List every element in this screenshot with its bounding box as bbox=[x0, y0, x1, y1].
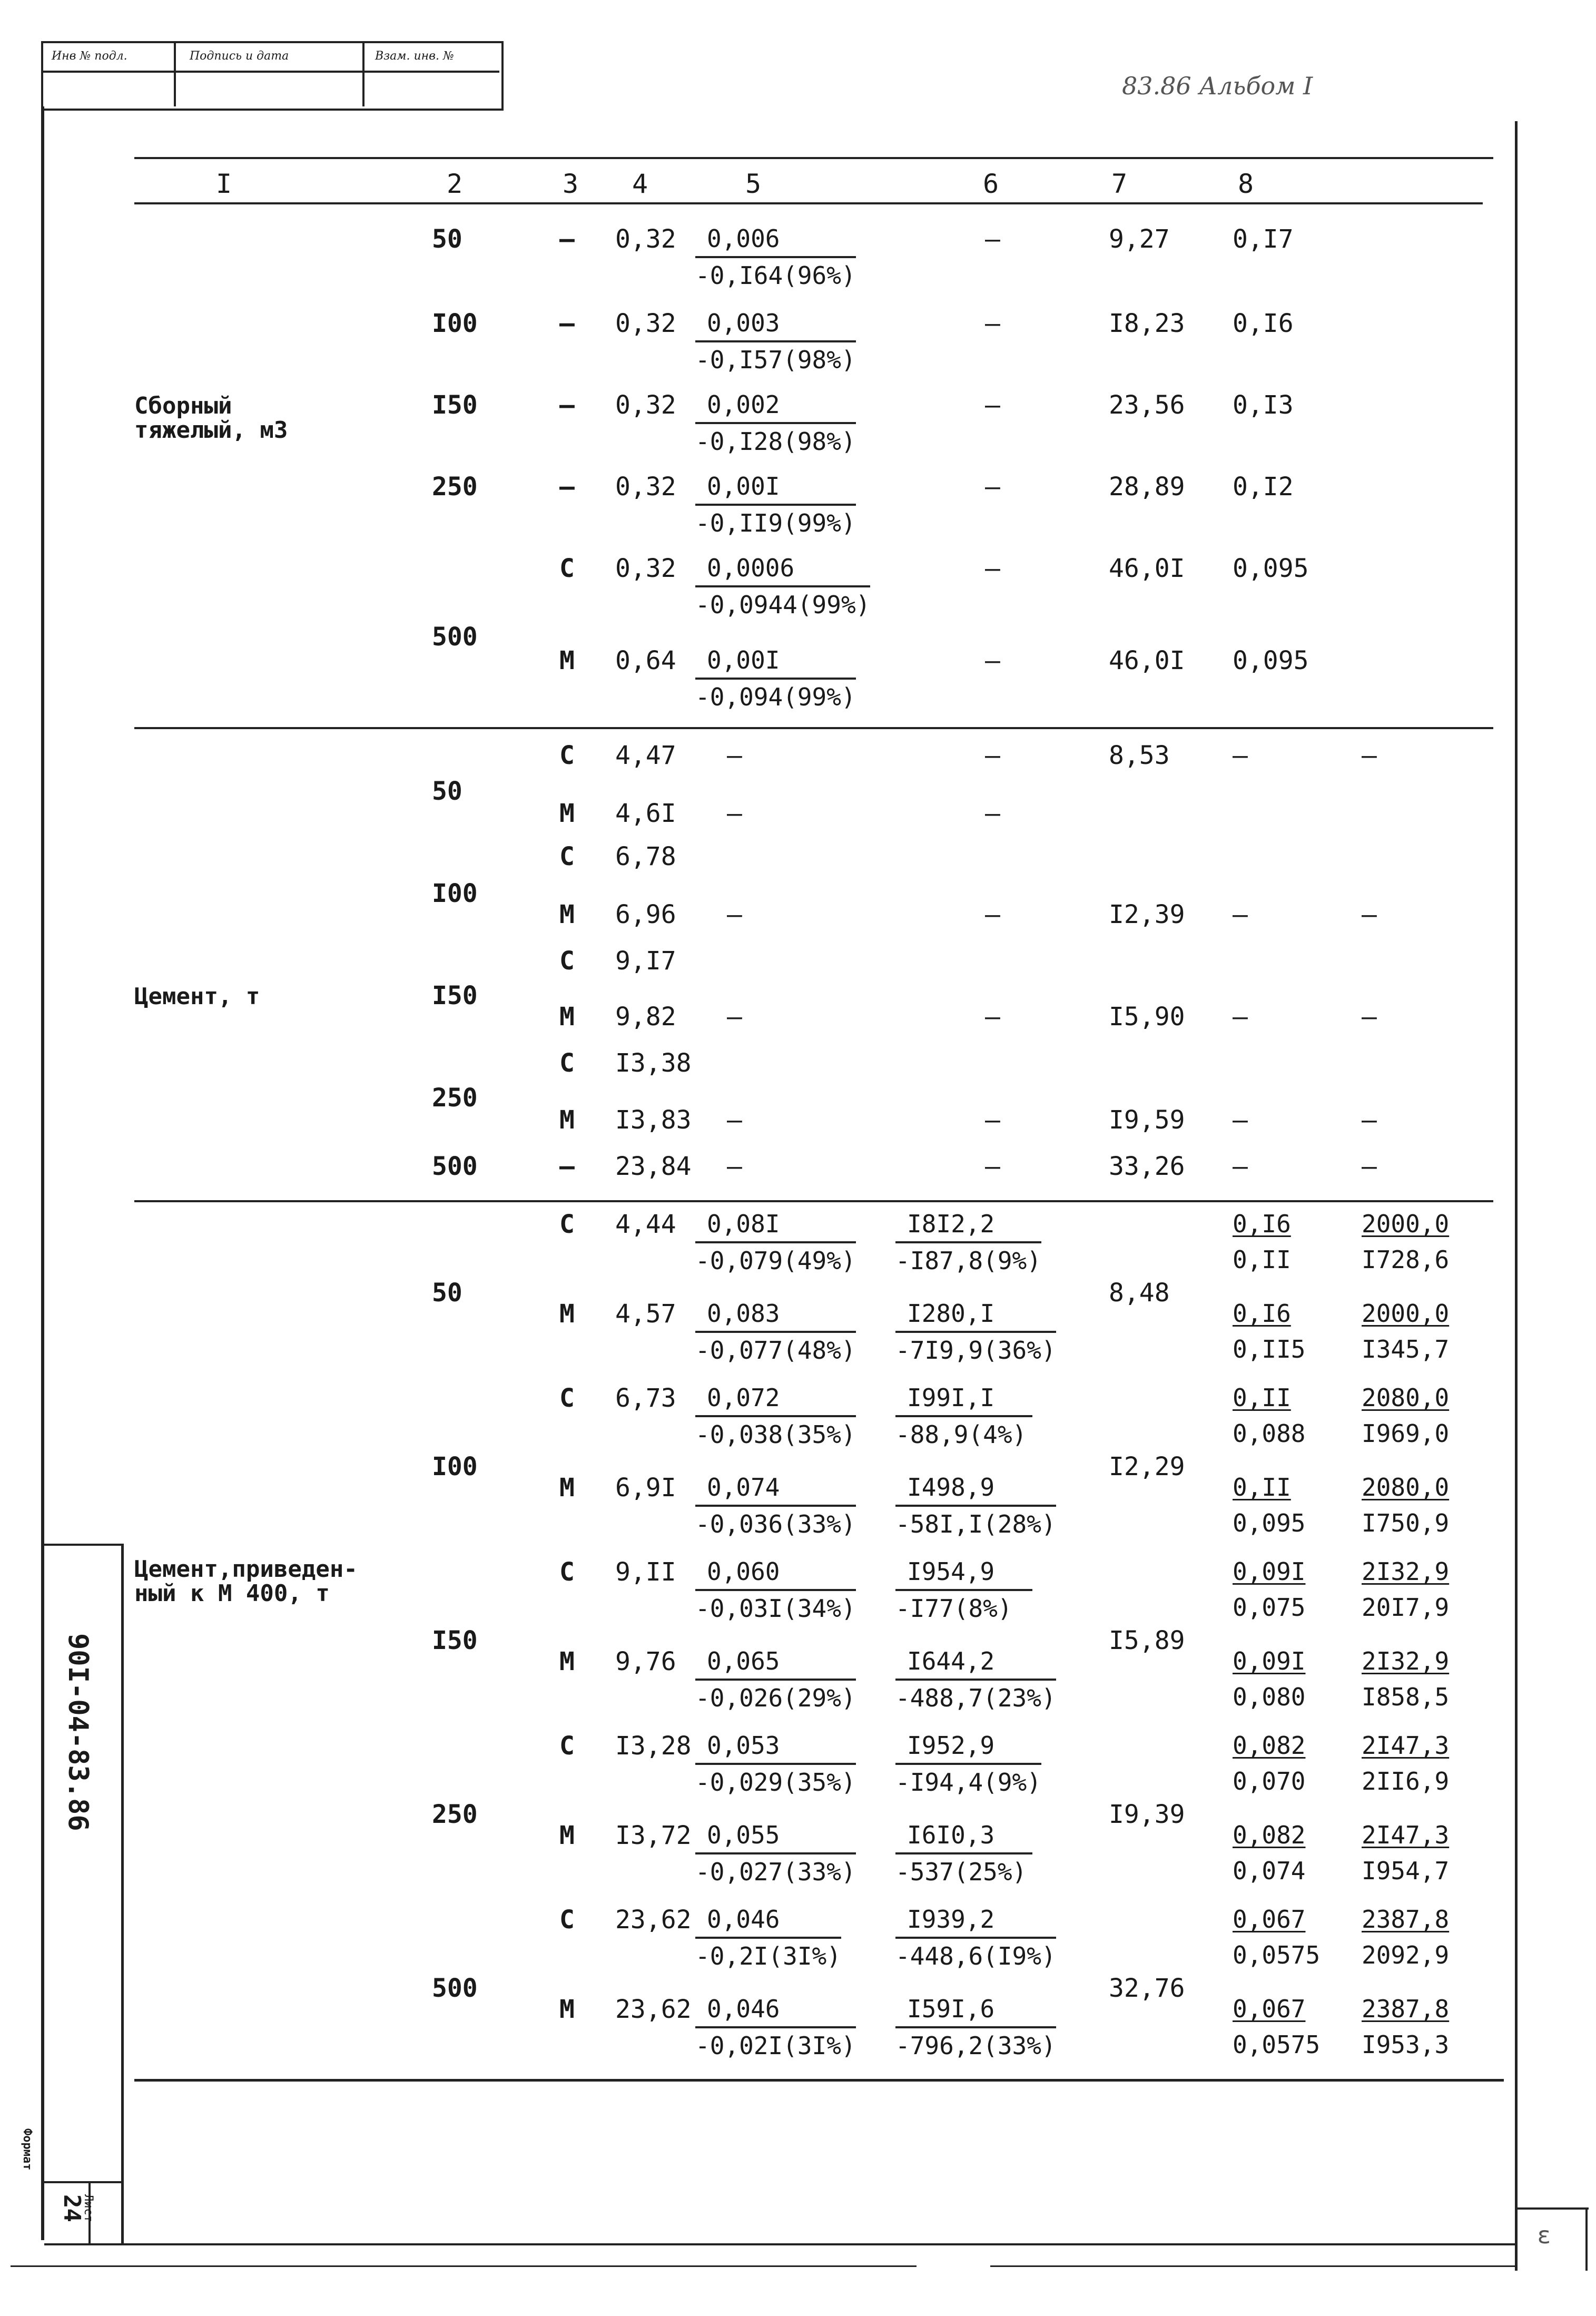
row-fraction-6-numerator: I99I,I bbox=[895, 1386, 1032, 1417]
row-fraction-5-denominator: -0,094(99%) bbox=[695, 683, 856, 711]
row-variant: М bbox=[559, 1821, 575, 1850]
row-variant: – bbox=[559, 390, 575, 420]
row-pair-8-top: 0,082 bbox=[1233, 1731, 1306, 1760]
cell-c4: 6,78 bbox=[615, 842, 676, 871]
column-header-8: 8 bbox=[1238, 169, 1254, 199]
cell-c3: – bbox=[559, 1152, 575, 1181]
group-value-7: 8,48 bbox=[1109, 1278, 1170, 1308]
cell-c5: – bbox=[727, 1002, 742, 1032]
row-strength: 250 bbox=[432, 472, 478, 502]
row-pair-8-top: 0,I6 bbox=[1233, 1210, 1291, 1238]
row-fraction-6-denominator: -I77(8%) bbox=[895, 1594, 1012, 1623]
row-pair-9-top: 2I32,9 bbox=[1362, 1557, 1450, 1586]
row-fraction-5-denominator: -0,I28(98%) bbox=[695, 427, 856, 456]
row-strength: 500 bbox=[432, 622, 478, 652]
row-fraction-5-numerator: 0,08I bbox=[695, 1212, 856, 1243]
cell-c9: – bbox=[1362, 1152, 1377, 1181]
row-fraction-6 bbox=[895, 1475, 1056, 1536]
row-fraction-6-numerator: I6I0,3 bbox=[895, 1823, 1032, 1854]
cell-c6: – bbox=[985, 741, 1000, 770]
row-value-4: I3,72 bbox=[615, 1821, 692, 1850]
row-value-4: 0,32 bbox=[615, 472, 676, 502]
row-fraction-6 bbox=[895, 1823, 1032, 1884]
row-value-7: 46,0I bbox=[1109, 554, 1185, 583]
row-pair-8-bottom: 0,095 bbox=[1233, 1509, 1306, 1537]
row-fraction-6-denominator: -488,7(23%) bbox=[895, 1684, 1056, 1712]
row-fraction-6-denominator: -58I,I(28%) bbox=[895, 1510, 1056, 1538]
cell-c4: 4,47 bbox=[615, 741, 676, 770]
row-fraction-6-denominator: -I94,4(9%) bbox=[895, 1768, 1041, 1797]
row-value-6: – bbox=[985, 224, 1000, 254]
row-value-4: 0,32 bbox=[615, 309, 676, 338]
row-pair-9-bottom: I954,7 bbox=[1362, 1857, 1450, 1885]
row-fraction-5 bbox=[695, 1823, 856, 1884]
stamp-cell-replacement: Взам. инв. № bbox=[375, 50, 454, 63]
row-value-7: I8,23 bbox=[1109, 309, 1185, 338]
cell-c8: – bbox=[1233, 1105, 1248, 1135]
group-value-7: I5,89 bbox=[1109, 1626, 1185, 1655]
cell-c9: – bbox=[1362, 741, 1377, 770]
cell-c5: – bbox=[727, 1105, 742, 1135]
row-fraction-5-denominator: -0,I57(98%) bbox=[695, 346, 856, 374]
row-value-8: 0,095 bbox=[1233, 554, 1309, 583]
group-strength: I00 bbox=[432, 879, 478, 908]
cell-c4: 9,82 bbox=[615, 1002, 676, 1032]
section-label-cement-m400: Цемент,приведен-ный к М 400, т bbox=[134, 1556, 358, 1607]
row-value-4: 0,32 bbox=[615, 390, 676, 420]
row-fraction-6 bbox=[895, 1731, 1041, 1797]
cell-c4: 6,96 bbox=[615, 900, 676, 929]
row-pair-9-top: 2080,0 bbox=[1362, 1383, 1450, 1412]
row-pair-9 bbox=[1362, 1649, 1449, 1709]
cell-c3: С bbox=[559, 946, 575, 976]
row-pair-8-top: 0,I6 bbox=[1233, 1299, 1291, 1328]
row-variant: – bbox=[559, 224, 575, 254]
row-variant: М bbox=[559, 1473, 575, 1503]
row-fraction-5-denominator: -0,079(49%) bbox=[695, 1247, 856, 1275]
column-header-5: 5 bbox=[745, 169, 762, 199]
row-value-7: 9,27 bbox=[1109, 224, 1170, 254]
row-pair-8-top: 0,09I bbox=[1233, 1557, 1306, 1586]
row-fraction-6 bbox=[895, 1559, 1032, 1621]
cell-c5: – bbox=[727, 1152, 742, 1181]
group-strength: 250 bbox=[432, 1083, 478, 1113]
row-fraction-5 bbox=[695, 1649, 856, 1710]
row-value-4: 9,II bbox=[615, 1557, 676, 1587]
row-fraction-5-denominator: -0,2I(3I%) bbox=[695, 1942, 841, 1970]
row-fraction-6-denominator: -448,6(I9%) bbox=[895, 1942, 1056, 1970]
row-pair-8 bbox=[1233, 1301, 1305, 1361]
row-value-4: 6,73 bbox=[615, 1383, 676, 1413]
row-pair-9-top: 2387,8 bbox=[1362, 1995, 1450, 2023]
row-fraction-5-numerator: 0,00I bbox=[695, 474, 856, 506]
row-pair-8 bbox=[1233, 1907, 1320, 1967]
row-fraction-5 bbox=[695, 556, 870, 617]
row-pair-9-top: 2I47,3 bbox=[1362, 1821, 1450, 1849]
row-pair-9-top: 2000,0 bbox=[1362, 1210, 1450, 1238]
row-pair-9 bbox=[1362, 1733, 1449, 1793]
row-value-4: 9,76 bbox=[615, 1647, 676, 1676]
cell-c5: – bbox=[727, 900, 742, 929]
row-pair-8-top: 0,067 bbox=[1233, 1905, 1306, 1934]
row-pair-9-top: 2I47,3 bbox=[1362, 1731, 1450, 1760]
row-value-6: – bbox=[985, 472, 1000, 502]
row-value-8: 0,I3 bbox=[1233, 390, 1294, 420]
row-fraction-5-numerator: 0,046 bbox=[695, 1997, 856, 2028]
row-variant: С bbox=[559, 1383, 575, 1413]
row-strength: I00 bbox=[432, 309, 478, 338]
row-pair-9-bottom: 2092,9 bbox=[1362, 1941, 1450, 1969]
row-fraction-5-denominator: -0,077(48%) bbox=[695, 1336, 856, 1365]
cell-c4: 9,I7 bbox=[615, 946, 676, 976]
cell-c7: 8,53 bbox=[1109, 741, 1170, 770]
column-header-6: 6 bbox=[983, 169, 999, 199]
row-pair-8-top: 0,067 bbox=[1233, 1995, 1306, 2023]
row-pair-9-bottom: 20I7,9 bbox=[1362, 1593, 1450, 1622]
row-value-4: 0,32 bbox=[615, 554, 676, 583]
row-pair-8 bbox=[1233, 1823, 1305, 1883]
stamp-cell-signature: Подпись и дата bbox=[190, 50, 289, 63]
row-fraction-5-denominator: -0,02I(3I%) bbox=[695, 2032, 856, 2060]
row-fraction-5-numerator: 0,060 bbox=[695, 1559, 856, 1591]
row-variant: М bbox=[559, 646, 575, 675]
cell-c3: М bbox=[559, 1105, 575, 1135]
row-pair-8 bbox=[1233, 1383, 1306, 1448]
cell-c7: 33,26 bbox=[1109, 1152, 1185, 1181]
row-pair-9 bbox=[1362, 1383, 1450, 1448]
row-fraction-5-numerator: 0,074 bbox=[695, 1475, 856, 1507]
row-variant: М bbox=[559, 1995, 575, 2024]
row-pair-8-top: 0,09I bbox=[1233, 1647, 1306, 1675]
row-pair-8 bbox=[1233, 1649, 1305, 1709]
row-fraction-5-numerator: 0,0006 bbox=[695, 556, 870, 587]
row-pair-9-bottom: I728,6 bbox=[1362, 1245, 1450, 1274]
row-pair-8 bbox=[1233, 1997, 1320, 2057]
row-pair-8-bottom: 0,0575 bbox=[1233, 2030, 1321, 2059]
row-strength: 50 bbox=[432, 224, 462, 254]
row-fraction-6 bbox=[895, 1299, 1056, 1365]
row-fraction-6 bbox=[895, 1649, 1056, 1710]
row-fraction-6-numerator: I952,9 bbox=[895, 1733, 1041, 1765]
cell-c8: – bbox=[1233, 741, 1248, 770]
format-label: Формат bbox=[21, 2128, 34, 2171]
row-fraction-5 bbox=[695, 1299, 856, 1365]
row-fraction-6-numerator: I59I,6 bbox=[895, 1997, 1056, 2028]
row-pair-9-bottom: I858,5 bbox=[1362, 1683, 1450, 1711]
row-value-4: 4,57 bbox=[615, 1299, 676, 1329]
row-pair-9 bbox=[1362, 1559, 1449, 1620]
row-pair-8-bottom: 0,075 bbox=[1233, 1593, 1306, 1622]
row-fraction-6 bbox=[895, 1212, 1041, 1273]
row-fraction-5-denominator: -0,II9(99%) bbox=[695, 509, 856, 537]
row-value-4: 23,62 bbox=[615, 1905, 692, 1935]
row-value-4: 0,64 bbox=[615, 646, 676, 675]
row-fraction-5 bbox=[695, 474, 856, 535]
row-fraction-6-denominator: -7I9,9(36%) bbox=[895, 1336, 1056, 1365]
row-fraction-5-denominator: -0,026(29%) bbox=[695, 1684, 856, 1712]
row-pair-9 bbox=[1362, 1997, 1449, 2057]
row-pair-8-bottom: 0,II bbox=[1233, 1245, 1291, 1274]
row-fraction-5 bbox=[695, 1212, 856, 1273]
row-value-8: 0,I7 bbox=[1233, 224, 1294, 254]
row-fraction-5-numerator: 0,006 bbox=[695, 227, 856, 258]
row-fraction-6-numerator: I939,2 bbox=[895, 1907, 1056, 1939]
row-fraction-5-denominator: -0,027(33%) bbox=[695, 1858, 856, 1886]
column-header-2: 2 bbox=[447, 169, 463, 199]
row-fraction-5 bbox=[695, 648, 856, 709]
row-fraction-6-denominator: -537(25%) bbox=[895, 1858, 1027, 1886]
row-value-8: 0,095 bbox=[1233, 646, 1309, 675]
row-pair-8 bbox=[1233, 1733, 1305, 1793]
row-value-4: 6,9I bbox=[615, 1473, 676, 1503]
row-fraction-6-numerator: I498,9 bbox=[895, 1475, 1056, 1507]
row-fraction-6-denominator: -I87,8(9%) bbox=[895, 1247, 1041, 1275]
row-fraction-5 bbox=[695, 1383, 856, 1449]
row-value-6: – bbox=[985, 390, 1000, 420]
cell-c9: – bbox=[1362, 900, 1377, 929]
row-pair-9-bottom: I953,3 bbox=[1362, 2030, 1450, 2059]
cell-c3: С bbox=[559, 1048, 575, 1078]
row-variant: М bbox=[559, 1647, 575, 1676]
row-fraction-5-numerator: 0,083 bbox=[695, 1301, 856, 1333]
row-pair-9-bottom: I750,9 bbox=[1362, 1509, 1450, 1537]
row-fraction-6 bbox=[895, 1997, 1056, 2058]
row-fraction-6-numerator: I280,I bbox=[895, 1301, 1056, 1333]
row-pair-8-bottom: 0,080 bbox=[1233, 1683, 1306, 1711]
stamp-cell-inventory: Инв № подл. bbox=[52, 50, 127, 63]
row-value-4: 4,44 bbox=[615, 1210, 676, 1239]
group-strength: 500 bbox=[432, 1974, 478, 2003]
row-pair-9 bbox=[1362, 1907, 1449, 1967]
row-fraction-5 bbox=[695, 1559, 856, 1621]
group-strength: 250 bbox=[432, 1800, 478, 1829]
cell-c8: – bbox=[1233, 900, 1248, 929]
column-header-1: I bbox=[216, 169, 232, 199]
group-value-7: I9,39 bbox=[1109, 1800, 1185, 1829]
group-strength: I50 bbox=[432, 1626, 478, 1655]
row-pair-9-bottom: 2II6,9 bbox=[1362, 1767, 1450, 1795]
sheet-number: 24 bbox=[58, 2194, 85, 2222]
section-label-precast-heavy: Сборный тяжелый, м3 bbox=[134, 392, 288, 444]
cell-c5: – bbox=[727, 741, 742, 770]
cell-c6: – bbox=[985, 1105, 1000, 1135]
row-strength: I50 bbox=[432, 390, 478, 420]
cell-c6: – bbox=[985, 900, 1000, 929]
cell-c4: 4,6I bbox=[615, 799, 676, 828]
row-fraction-5-numerator: 0,002 bbox=[695, 392, 856, 424]
row-variant: – bbox=[559, 472, 575, 502]
row-fraction-6 bbox=[895, 1383, 1032, 1449]
cell-c9: – bbox=[1362, 1105, 1377, 1135]
row-value-8: 0,I6 bbox=[1233, 309, 1294, 338]
group-value-7: I2,29 bbox=[1109, 1452, 1185, 1481]
group-strength: I50 bbox=[432, 981, 478, 1010]
row-value-6: – bbox=[985, 554, 1000, 583]
row-pair-9-bottom: I345,7 bbox=[1362, 1335, 1450, 1363]
row-fraction-5-numerator: 0,053 bbox=[695, 1733, 856, 1765]
row-pair-8-bottom: 0,088 bbox=[1233, 1419, 1306, 1448]
cell-c6: – bbox=[985, 1152, 1000, 1181]
row-value-6: – bbox=[985, 646, 1000, 675]
row-value-7: 28,89 bbox=[1109, 472, 1185, 502]
row-pair-8-bottom: 0,II5 bbox=[1233, 1335, 1306, 1363]
cell-c4: 23,84 bbox=[615, 1152, 692, 1181]
row-pair-9 bbox=[1362, 1475, 1449, 1535]
cell-c9: – bbox=[1362, 1002, 1377, 1032]
row-variant: С bbox=[559, 1557, 575, 1587]
row-pair-9-top: 2387,8 bbox=[1362, 1905, 1450, 1934]
cell-c5: – bbox=[727, 799, 742, 828]
group-value-7: 32,76 bbox=[1109, 1974, 1185, 2003]
sheet-label: Лист bbox=[82, 2194, 95, 2222]
document-code: 90I-04-83.86 bbox=[62, 1633, 94, 1831]
row-pair-9-top: 2000,0 bbox=[1362, 1299, 1450, 1328]
row-pair-9 bbox=[1362, 1823, 1449, 1883]
row-pair-8-bottom: 0,074 bbox=[1233, 1857, 1306, 1885]
row-variant: – bbox=[559, 309, 575, 338]
album-note: 83.86 Альбом I bbox=[1122, 72, 1313, 100]
row-fraction-5-denominator: -0,036(33%) bbox=[695, 1510, 856, 1538]
row-variant: С bbox=[559, 1210, 575, 1239]
row-fraction-5 bbox=[695, 1731, 856, 1797]
cell-c7: I5,90 bbox=[1109, 1002, 1185, 1032]
cell-c4: I3,38 bbox=[615, 1048, 692, 1078]
row-fraction-5 bbox=[695, 311, 856, 372]
group-strength: 50 bbox=[432, 777, 462, 806]
row-fraction-6-numerator: I644,2 bbox=[895, 1649, 1056, 1681]
cell-c8: – bbox=[1233, 1152, 1248, 1181]
row-fraction-5-numerator: 0,055 bbox=[695, 1823, 856, 1854]
row-pair-8-top: 0,II bbox=[1233, 1473, 1291, 1502]
cell-c3: М bbox=[559, 900, 575, 929]
row-fraction-5-denominator: -0,I64(96%) bbox=[695, 261, 856, 290]
row-fraction-5 bbox=[695, 1907, 841, 1968]
column-header-7: 7 bbox=[1111, 169, 1128, 199]
group-strength: 500 bbox=[432, 1152, 478, 1181]
row-pair-9-top: 2I32,9 bbox=[1362, 1647, 1450, 1675]
row-fraction-6-numerator: I8I2,2 bbox=[895, 1212, 1041, 1243]
row-value-7: 23,56 bbox=[1109, 390, 1185, 420]
cell-c3: С bbox=[559, 842, 575, 871]
cell-c7: I9,59 bbox=[1109, 1105, 1185, 1135]
row-fraction-5 bbox=[695, 392, 856, 454]
row-fraction-6-denominator: -88,9(4%) bbox=[895, 1420, 1027, 1449]
row-fraction-5-denominator: -0,038(35%) bbox=[695, 1420, 856, 1449]
row-fraction-5 bbox=[695, 224, 856, 290]
cell-c8: – bbox=[1233, 1002, 1248, 1032]
row-variant: С bbox=[559, 1905, 575, 1935]
row-variant: С bbox=[559, 554, 575, 583]
section-label-cement: Цемент, т bbox=[134, 983, 260, 1010]
row-fraction-6-denominator: -796,2(33%) bbox=[895, 2032, 1056, 2060]
row-pair-9 bbox=[1362, 1301, 1449, 1361]
column-header-4: 4 bbox=[632, 169, 648, 199]
row-variant: М bbox=[559, 1299, 575, 1329]
cell-c7: I2,39 bbox=[1109, 900, 1185, 929]
row-pair-8-bottom: 0,070 bbox=[1233, 1767, 1306, 1795]
cell-c3: М bbox=[559, 1002, 575, 1032]
row-fraction-5-denominator: -0,029(35%) bbox=[695, 1768, 856, 1797]
row-fraction-6 bbox=[895, 1907, 1056, 1968]
row-fraction-5-numerator: 0,072 bbox=[695, 1386, 856, 1417]
column-header-3: 3 bbox=[563, 169, 579, 199]
row-fraction-5 bbox=[695, 1997, 856, 2058]
row-pair-8 bbox=[1233, 1559, 1305, 1620]
row-pair-8 bbox=[1233, 1475, 1305, 1535]
row-fraction-5-numerator: 0,003 bbox=[695, 311, 856, 342]
row-fraction-5-numerator: 0,065 bbox=[695, 1649, 856, 1681]
row-variant: С bbox=[559, 1731, 575, 1761]
row-pair-8-top: 0,II bbox=[1233, 1383, 1291, 1412]
row-value-6: – bbox=[985, 309, 1000, 338]
group-strength: I00 bbox=[432, 1452, 478, 1481]
row-pair-8 bbox=[1233, 1212, 1291, 1272]
cell-c3: М bbox=[559, 799, 575, 828]
row-value-4: 0,32 bbox=[615, 224, 676, 254]
row-fraction-5-numerator: 0,00I bbox=[695, 648, 856, 680]
cell-c3: С bbox=[559, 741, 575, 770]
row-fraction-5-denominator: -0,03I(34%) bbox=[695, 1594, 856, 1623]
row-fraction-5-denominator: -0,0944(99%) bbox=[695, 591, 871, 619]
cell-c4: I3,83 bbox=[615, 1105, 692, 1135]
row-pair-8-bottom: 0,0575 bbox=[1233, 1941, 1321, 1969]
row-pair-9-top: 2080,0 bbox=[1362, 1473, 1450, 1502]
cell-c6: – bbox=[985, 799, 1000, 828]
row-value-7: 46,0I bbox=[1109, 646, 1185, 675]
row-pair-9-bottom: I969,0 bbox=[1362, 1419, 1450, 1448]
row-value-4: 23,62 bbox=[615, 1995, 692, 2024]
row-value-4: I3,28 bbox=[615, 1731, 692, 1761]
row-pair-8-top: 0,082 bbox=[1233, 1821, 1306, 1849]
cell-c6: – bbox=[985, 1002, 1000, 1032]
row-value-8: 0,I2 bbox=[1233, 472, 1294, 502]
row-pair-9 bbox=[1362, 1212, 1449, 1272]
corner-mark: ε bbox=[1537, 2222, 1551, 2249]
row-fraction-5-numerator: 0,046 bbox=[695, 1907, 841, 1939]
row-fraction-5 bbox=[695, 1475, 856, 1536]
row-fraction-6-numerator: I954,9 bbox=[895, 1559, 1032, 1591]
group-strength: 50 bbox=[432, 1278, 462, 1308]
